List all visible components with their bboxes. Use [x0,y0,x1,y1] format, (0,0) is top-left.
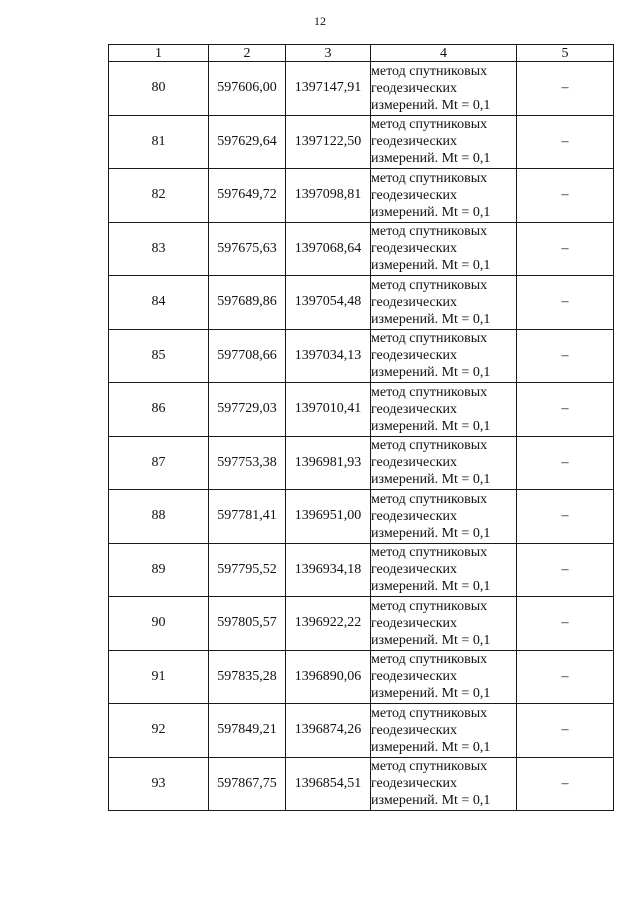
method-line: геодезических [371,80,458,96]
coordinates-table [108,44,614,811]
x-coordinate-cell: 597649,72 [209,169,286,223]
method-cell [371,169,517,223]
table-row [109,383,614,437]
column-5-cell: – [517,169,614,223]
point-number-cell: 91 [109,650,209,704]
method-cell [371,383,517,437]
y-coordinate-cell: 1397122,50 [286,115,371,169]
column-5-cell: – [517,597,614,651]
method-line: метод спутниковых [371,491,488,507]
point-number-cell: 80 [109,62,209,116]
y-coordinate-cell: 1396890,06 [286,650,371,704]
method-line: метод спутниковых [371,545,488,561]
column-5-cell: – [517,704,614,758]
point-number-cell: 81 [109,115,209,169]
table-row [109,276,614,330]
method-cell [371,704,517,758]
method-line: геодезических [371,241,458,257]
point-number-cell: 93 [109,757,209,811]
column-header-3: 3 [286,45,371,62]
x-coordinate-cell: 597805,57 [209,597,286,651]
method-line: измерений. Mt = 0,1 [371,793,491,809]
method-line: измерений. Mt = 0,1 [371,204,491,220]
x-coordinate-cell: 597867,75 [209,757,286,811]
method-line: измерений. Mt = 0,1 [371,739,491,755]
method-cell [371,757,517,811]
method-line: метод спутниковых [371,117,488,133]
x-coordinate-cell: 597606,00 [209,62,286,116]
table-row [109,757,614,811]
y-coordinate-cell: 1396934,18 [286,543,371,597]
method-line: измерений. Mt = 0,1 [371,258,491,274]
table-row [109,597,614,651]
point-number-cell: 88 [109,490,209,544]
y-coordinate-cell: 1396854,51 [286,757,371,811]
method-line: метод спутниковых [371,438,488,454]
method-line: метод спутниковых [371,170,488,186]
method-line: метод спутниковых [371,705,488,721]
table-row [109,222,614,276]
method-line: метод спутниковых [371,277,488,293]
point-number-cell: 92 [109,704,209,758]
method-cell [371,490,517,544]
table-row [109,650,614,704]
method-line: измерений. Mt = 0,1 [371,579,491,595]
method-line: измерений. Mt = 0,1 [371,97,491,113]
column-header-4: 4 [371,45,517,62]
point-number-cell: 83 [109,222,209,276]
method-line: геодезических [371,722,458,738]
method-line: измерений. Mt = 0,1 [371,151,491,167]
page-number: 12 [314,14,326,28]
method-line: измерений. Mt = 0,1 [371,525,491,541]
method-line: геодезических [371,134,458,150]
method-line: измерений. Mt = 0,1 [371,632,491,648]
table-row [109,704,614,758]
y-coordinate-cell: 1397098,81 [286,169,371,223]
y-coordinate-cell: 1397054,48 [286,276,371,330]
y-coordinate-cell: 1397010,41 [286,383,371,437]
method-cell [371,222,517,276]
method-cell [371,329,517,383]
column-5-cell: – [517,222,614,276]
y-coordinate-cell: 1397034,13 [286,329,371,383]
x-coordinate-cell: 597675,63 [209,222,286,276]
column-header-5: 5 [517,45,614,62]
table-row [109,436,614,490]
table-body [109,62,614,811]
column-header-1: 1 [109,45,209,62]
method-cell [371,276,517,330]
method-line: геодезических [371,776,458,792]
method-line: геодезических [371,401,458,417]
method-line: геодезических [371,348,458,364]
y-coordinate-cell: 1396874,26 [286,704,371,758]
x-coordinate-cell: 597708,66 [209,329,286,383]
column-5-cell: – [517,490,614,544]
y-coordinate-cell: 1397147,91 [286,62,371,116]
method-line: геодезических [371,455,458,471]
method-line: метод спутниковых [371,63,488,79]
table-row [109,329,614,383]
point-number-cell: 86 [109,383,209,437]
column-5-cell: – [517,436,614,490]
method-line: метод спутниковых [371,224,488,240]
method-line: метод спутниковых [371,759,488,775]
column-5-cell: – [517,329,614,383]
column-5-cell: – [517,115,614,169]
column-header-2: 2 [209,45,286,62]
column-5-cell: – [517,543,614,597]
point-number-cell: 90 [109,597,209,651]
point-number-cell: 89 [109,543,209,597]
point-number-cell: 87 [109,436,209,490]
method-cell [371,62,517,116]
column-5-cell: – [517,383,614,437]
method-line: метод спутниковых [371,652,488,668]
point-number-cell: 82 [109,169,209,223]
method-line: метод спутниковых [371,384,488,400]
x-coordinate-cell: 597835,28 [209,650,286,704]
method-line: геодезических [371,615,458,631]
method-line: измерений. Mt = 0,1 [371,418,491,434]
method-line: метод спутниковых [371,331,488,347]
column-5-cell: – [517,757,614,811]
column-5-cell: – [517,650,614,704]
y-coordinate-cell: 1396981,93 [286,436,371,490]
method-cell [371,115,517,169]
x-coordinate-cell: 597689,86 [209,276,286,330]
method-line: геодезических [371,187,458,203]
method-line: измерений. Mt = 0,1 [371,311,491,327]
x-coordinate-cell: 597795,52 [209,543,286,597]
table-row [109,490,614,544]
column-5-cell: – [517,62,614,116]
y-coordinate-cell: 1397068,64 [286,222,371,276]
x-coordinate-cell: 597753,38 [209,436,286,490]
y-coordinate-cell: 1396922,22 [286,597,371,651]
point-number-cell: 84 [109,276,209,330]
method-line: измерений. Mt = 0,1 [371,472,491,488]
table-row [109,115,614,169]
table-row [109,62,614,116]
y-coordinate-cell: 1396951,00 [286,490,371,544]
x-coordinate-cell: 597849,21 [209,704,286,758]
method-line: геодезических [371,508,458,524]
x-coordinate-cell: 597781,41 [209,490,286,544]
table-row [109,169,614,223]
method-cell [371,597,517,651]
method-cell [371,650,517,704]
method-line: измерений. Mt = 0,1 [371,365,491,381]
method-cell [371,543,517,597]
method-cell [371,436,517,490]
method-line: геодезических [371,294,458,310]
method-line: метод спутниковых [371,598,488,614]
table-header-row [109,45,614,62]
point-number-cell: 85 [109,329,209,383]
column-5-cell: – [517,276,614,330]
x-coordinate-cell: 597629,64 [209,115,286,169]
method-line: измерений. Mt = 0,1 [371,686,491,702]
method-line: геодезических [371,669,458,685]
method-line: геодезических [371,562,458,578]
x-coordinate-cell: 597729,03 [209,383,286,437]
table-row [109,543,614,597]
